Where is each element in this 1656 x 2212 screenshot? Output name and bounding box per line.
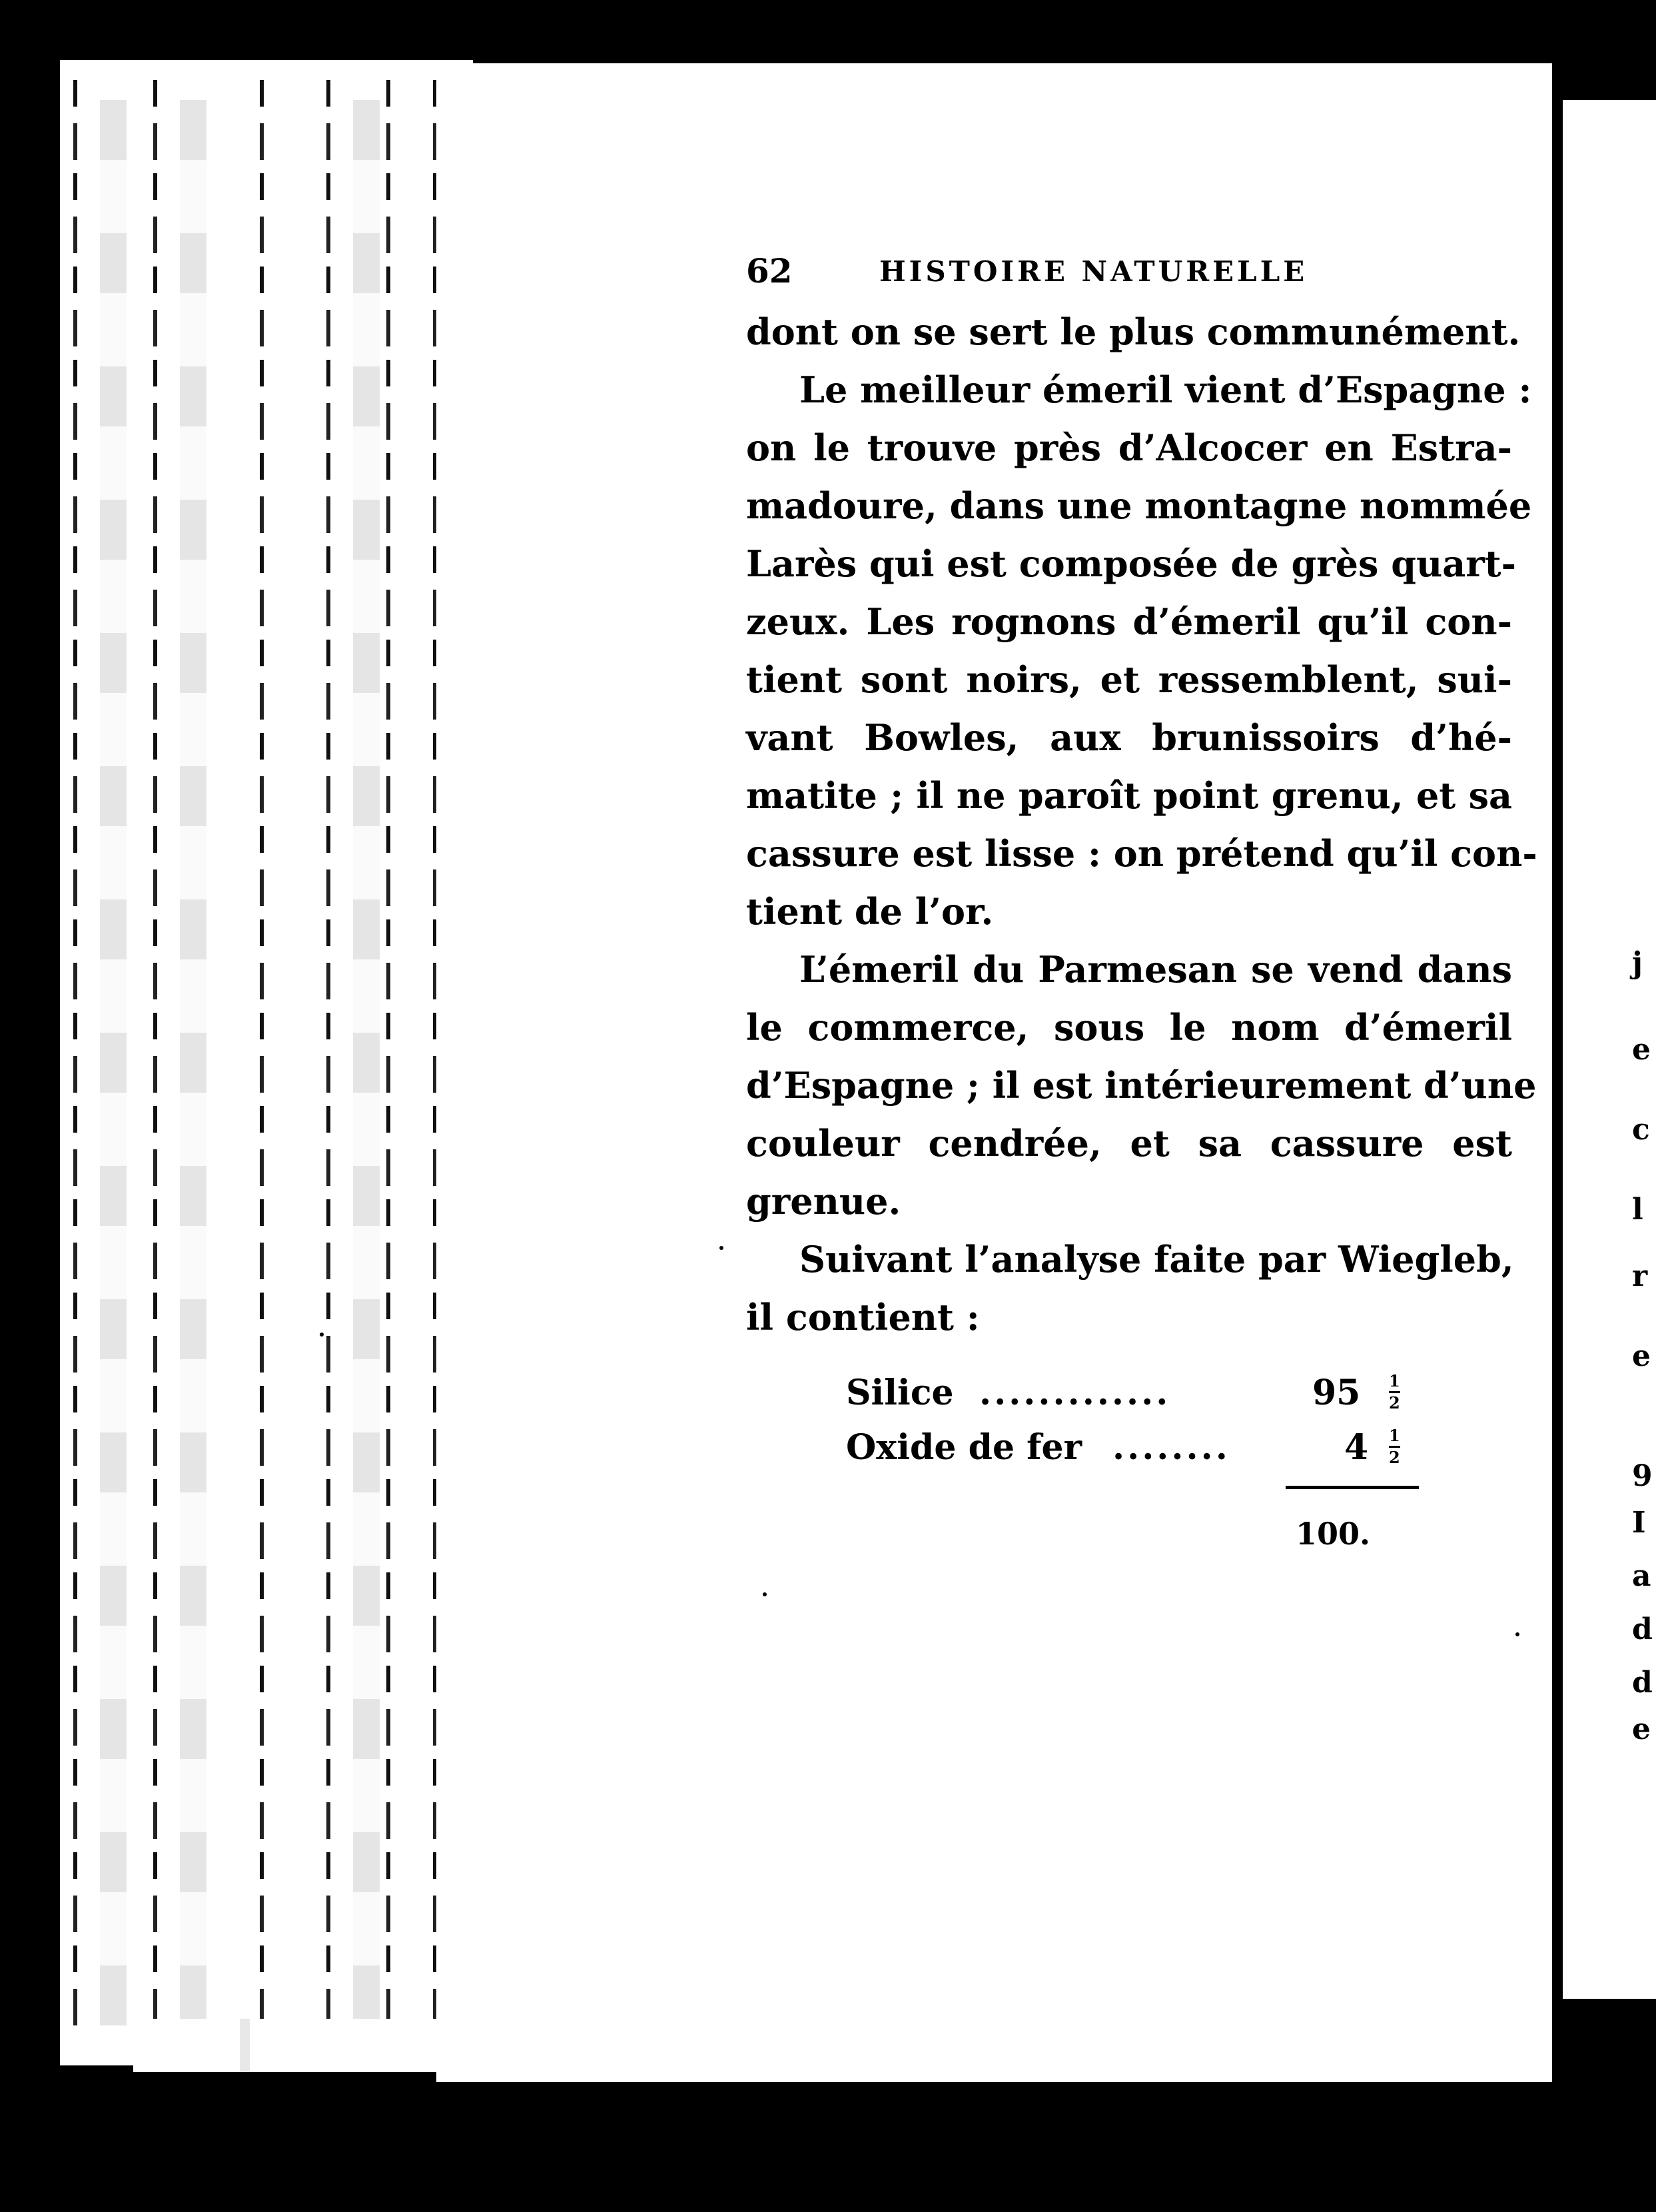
facing-page-letter: I — [1632, 1506, 1646, 1540]
text-line: on le trouve près d’Alcocer en Estra- — [746, 426, 1512, 469]
ink-speck — [763, 1592, 767, 1596]
facing-page-letter: d — [1632, 1612, 1653, 1646]
component-fraction — [1389, 1426, 1400, 1468]
text-line: L’émeril du Parmesan se vend dans — [799, 948, 1512, 991]
page-edge — [73, 80, 77, 2039]
text-line: zeux. Les rognons d’émeril qu’il con- — [746, 600, 1512, 643]
component-name: Oxide de fer — [846, 1427, 1082, 1468]
text-line: il contient : — [746, 1296, 980, 1339]
text-line: vant Bowles, aux brunissoirs d’hé- — [746, 716, 1512, 759]
ink-speck — [320, 1333, 324, 1337]
text-line: matite ; il ne paroît point grenu, et sa — [746, 774, 1512, 817]
text-line: Suivant l’analyse faite par Wiegleb, — [799, 1238, 1514, 1281]
facing-page-letter: e — [1632, 1339, 1651, 1373]
fraction-denominator: 2 — [1389, 1446, 1400, 1468]
facing-page-letter: j — [1632, 946, 1643, 980]
page-edge-shadow — [353, 100, 380, 2025]
fraction-numerator: 1 — [1389, 1426, 1400, 1445]
facing-page-letter: e — [1632, 1033, 1651, 1067]
leader-dots: ........ — [1112, 1427, 1230, 1468]
fraction-numerator: 1 — [1389, 1371, 1400, 1390]
page-edge — [326, 80, 330, 2039]
component-value: 4 — [1344, 1427, 1369, 1468]
page-edge — [386, 80, 390, 2039]
page-edge — [260, 80, 264, 2039]
text-line: Larès qui est composée de grès quart- — [746, 542, 1517, 585]
page-edge — [153, 80, 157, 2039]
component-fraction — [1389, 1371, 1400, 1413]
composition-row — [846, 1366, 1446, 1420]
running-title: HISTOIRE NATURELLE — [879, 255, 1308, 288]
text-line: madoure, dans une montagne nommée — [746, 484, 1532, 527]
facing-page-letter: d — [1632, 1666, 1653, 1700]
text-line: tient sont noirs, et ressemblent, sui- — [746, 658, 1512, 701]
page-number: 62 — [746, 251, 793, 290]
fraction-denominator: 2 — [1389, 1391, 1400, 1413]
composition-row — [846, 1420, 1446, 1475]
ink-speck — [719, 1246, 723, 1250]
component-value: 95 — [1312, 1373, 1361, 1413]
text-line: dont on se sert le plus communément. — [746, 310, 1521, 353]
text-line: tient de l’or. — [746, 890, 994, 933]
component-name: Silice — [846, 1373, 954, 1413]
leader-dots: ............. — [979, 1373, 1171, 1413]
page-edge-shadow — [180, 100, 207, 2025]
text-line: couleur cendrée, et sa cassure est — [746, 1122, 1512, 1165]
page-edges-stack — [60, 60, 473, 2065]
text-line: d’Espagne ; il est intérieurement d’une — [746, 1064, 1537, 1107]
text-line: Le meilleur émeril vient d’Espagne : — [799, 368, 1532, 411]
ink-speck — [1515, 1632, 1519, 1636]
facing-page-letter: e — [1632, 1712, 1651, 1746]
page-text-block — [746, 243, 1537, 1347]
page-edge-shadow — [100, 100, 127, 2025]
facing-page-edge — [1552, 100, 1563, 1999]
facing-page-letter: a — [1632, 1559, 1651, 1593]
facing-page-letter: l — [1632, 1193, 1643, 1227]
page-header — [746, 243, 1512, 303]
facing-page-sliver — [1552, 100, 1656, 1999]
facing-page-letter: 9 — [1632, 1459, 1653, 1493]
facing-page-letter: c — [1632, 1113, 1650, 1147]
text-line: cassure est lisse : on prétend qu’il con- — [746, 832, 1537, 875]
text-line: le commerce, sous le nom d’émeril — [746, 1006, 1512, 1049]
composition-total: 100. — [1296, 1516, 1371, 1552]
composition-table — [846, 1366, 1446, 1552]
facing-page-letter: r — [1632, 1259, 1648, 1293]
text-line: grenue. — [746, 1180, 901, 1223]
sum-rule — [1286, 1486, 1419, 1489]
